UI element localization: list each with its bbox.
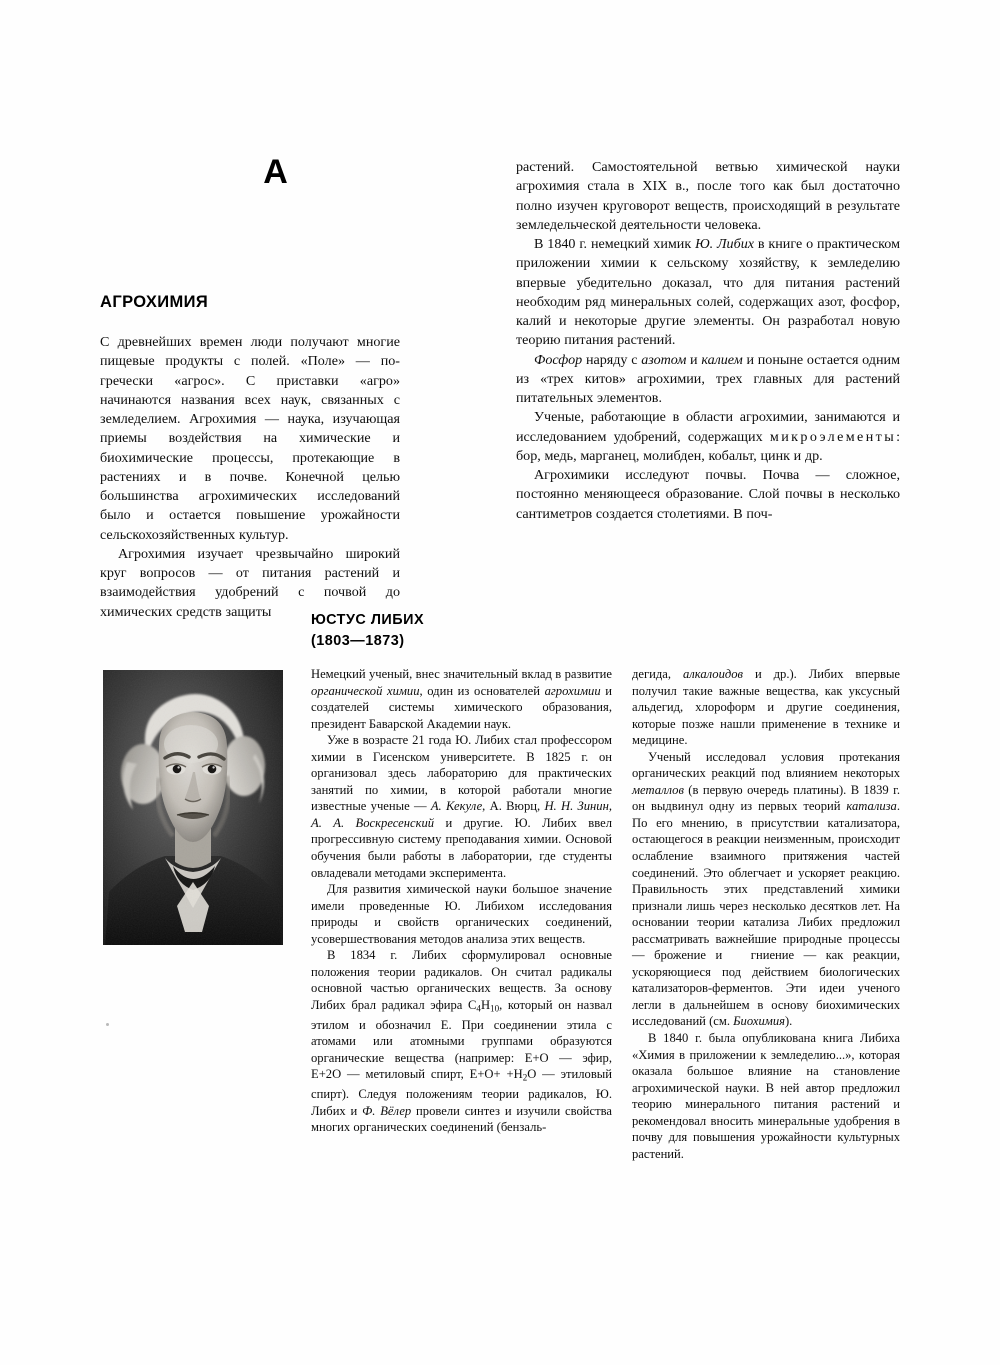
- paragraph: В 1840 г. немецкий химик Ю. Либих в книге о практическом приложении химии к сельскому хозяйству, к земледелию впервые убедительно доказал, что для питания растений необходим ряд минеральных солей, содержащих азот, фосфор, калий и некоторые другие элементы. Он разработал новую теорию питания растений.: [516, 236, 900, 349]
- biography-right-column: [632, 666, 900, 1162]
- paragraph: Немецкий ученый, внес значительный вклад в развитие органической химии, один из основателей агрохимии и создателей системы химического образования, президент Баварской Академии наук.: [311, 667, 612, 731]
- paragraph: В 1840 г. была опубликована книга Либиха «Химия в приложении к земледелию...», которая оказала большое влияние на становление агрохимической науки. В ней автор предложил теорию минерального питания растений и рекомендовал вносить минеральные удобрения в почву для повышения урожайности культурных растений.: [632, 1031, 900, 1161]
- section-drop-letter: А: [263, 153, 287, 191]
- entry-title: АГРОХИМИЯ: [100, 293, 209, 311]
- biography-years: (1803—1873): [311, 633, 405, 649]
- entry-right-column: [516, 158, 900, 524]
- paragraph: Агрохимия изучает чрезвычайно широкий круг вопросов — от питания растений и взаимодействия удобрений с почвой до химических средств защиты: [100, 545, 400, 620]
- paragraph: растений. Самостоятельной ветвью химической науки агрохимия стала в XIX в., после того как был достаточно полно изучен круговорот веществ, происходящий в результате земледельческой деятельности человека.: [516, 159, 900, 233]
- paragraph: Ученые, работающие в области агрохимии, занимаются и исследованием удобрений, содержащих микроэлементы: бор, медь, марганец, молибден, кобальт, цинк и др.: [516, 409, 900, 464]
- paragraph: Уже в возрасте 21 года Ю. Либих стал профессором химии в Гисенском университете. В 1825 г. он организовал здесь лабораторию для практических занятий по химии, в которой работали многие известные ученые — А. Кекуле, А. Вюрц, Н. Н. Зинин, А. А. Воскресенский и другие. Ю. Либих ввел прогрессивную систему преподавания химии. Основой обучения были работы в лаборатории, где студенты овладевали методами эксперимента.: [311, 733, 612, 880]
- biography-heading: [311, 610, 641, 652]
- paragraph: дегида, алкалоидов и др.). Либих впервые получил такие важные вещества, как уксусный альдегид, хлороформ и другие соединения, которые позже нашли применение в технике и медицине.: [632, 667, 900, 748]
- paragraph: В 1834 г. Либих сформулировал основные положения теории радикалов. Он считал радикалы основной частью органических веществ. За основу Либих брал радикал эфира $C_4H_{10}$, который он назвал этилом и обозначил Е. При соединении этила с атомами или атомными группами образуются органические вещества (например: Е+О — эфир, Е+2О — метиловый спирт, $Е+О+ +H_2O$ — этиловый спирт). Следуя положениям теории радикалов, Ю. Либих и Ф. Вёлер провели синтез и изучили свойства многих органических соединений (бензаль-: [311, 948, 613, 1135]
- paragraph: Агрохимики исследуют почвы. Почва — сложное, постоянно меняющееся образование. Слой почвы в несколько сантиметров создается столетиями. В поч-: [516, 467, 900, 522]
- portrait-of-justus-liebig: [103, 670, 283, 945]
- biography-middle-column: [311, 666, 612, 1136]
- entry-left-column: [100, 333, 400, 622]
- scan-artifact: [106, 1023, 109, 1026]
- paragraph: Для развития химической науки большое значение имели проведенные Ю. Либихом исследования природы и свойств органических соединений, усовершествования методов анализа этих веществ.: [311, 882, 612, 946]
- paragraph: Фосфор наряду с азотом и калием и поныне остается одним из «трех китов» агрохимии, трех главных для растений питательных элементов.: [516, 351, 900, 406]
- biography-name: ЮСТУС ЛИБИХ: [311, 612, 425, 628]
- portrait-image: [103, 670, 283, 945]
- paragraph: С древнейших времен люди получают многие пищевые продукты с полей. «Поле» — по-гречески «агрос». С приставки «агро» начинаются названия всех наук, связанных с земледелием. Агрохимия — наука, изучающая приемы воздействия на химические и биохимические процессы, протекающие в растениях и в почве. Конечной целью большинства агрохимических исследований было и остается повышение урожайности сельскохозяйственных культур.: [100, 334, 400, 543]
- paragraph: Ученый исследовал условия протекания органических реакций под влиянием некоторых металлов (в первую очередь платины). В 1839 г. он выдвинул одну из первых теорий катализа. По его мнению, в присутствии катализатора, остающегося в реакции неизменным, происходит ослабление взаимного притяжения частей соединений. Это облегчает и ускоряет реакцию. Правильность этих представлений химики признали лишь через несколько десятков лет. На основании теории катализа Либих предложил рассматривать важнейшие природные процессы — брожение и гниение — как реакции, ускоряющиеся под действием биологических катализаторов-ферментов. Эти идеи ученого легли в дальнейшем в основу биохимических исследований (см. Биохимия).: [632, 749, 900, 1029]
